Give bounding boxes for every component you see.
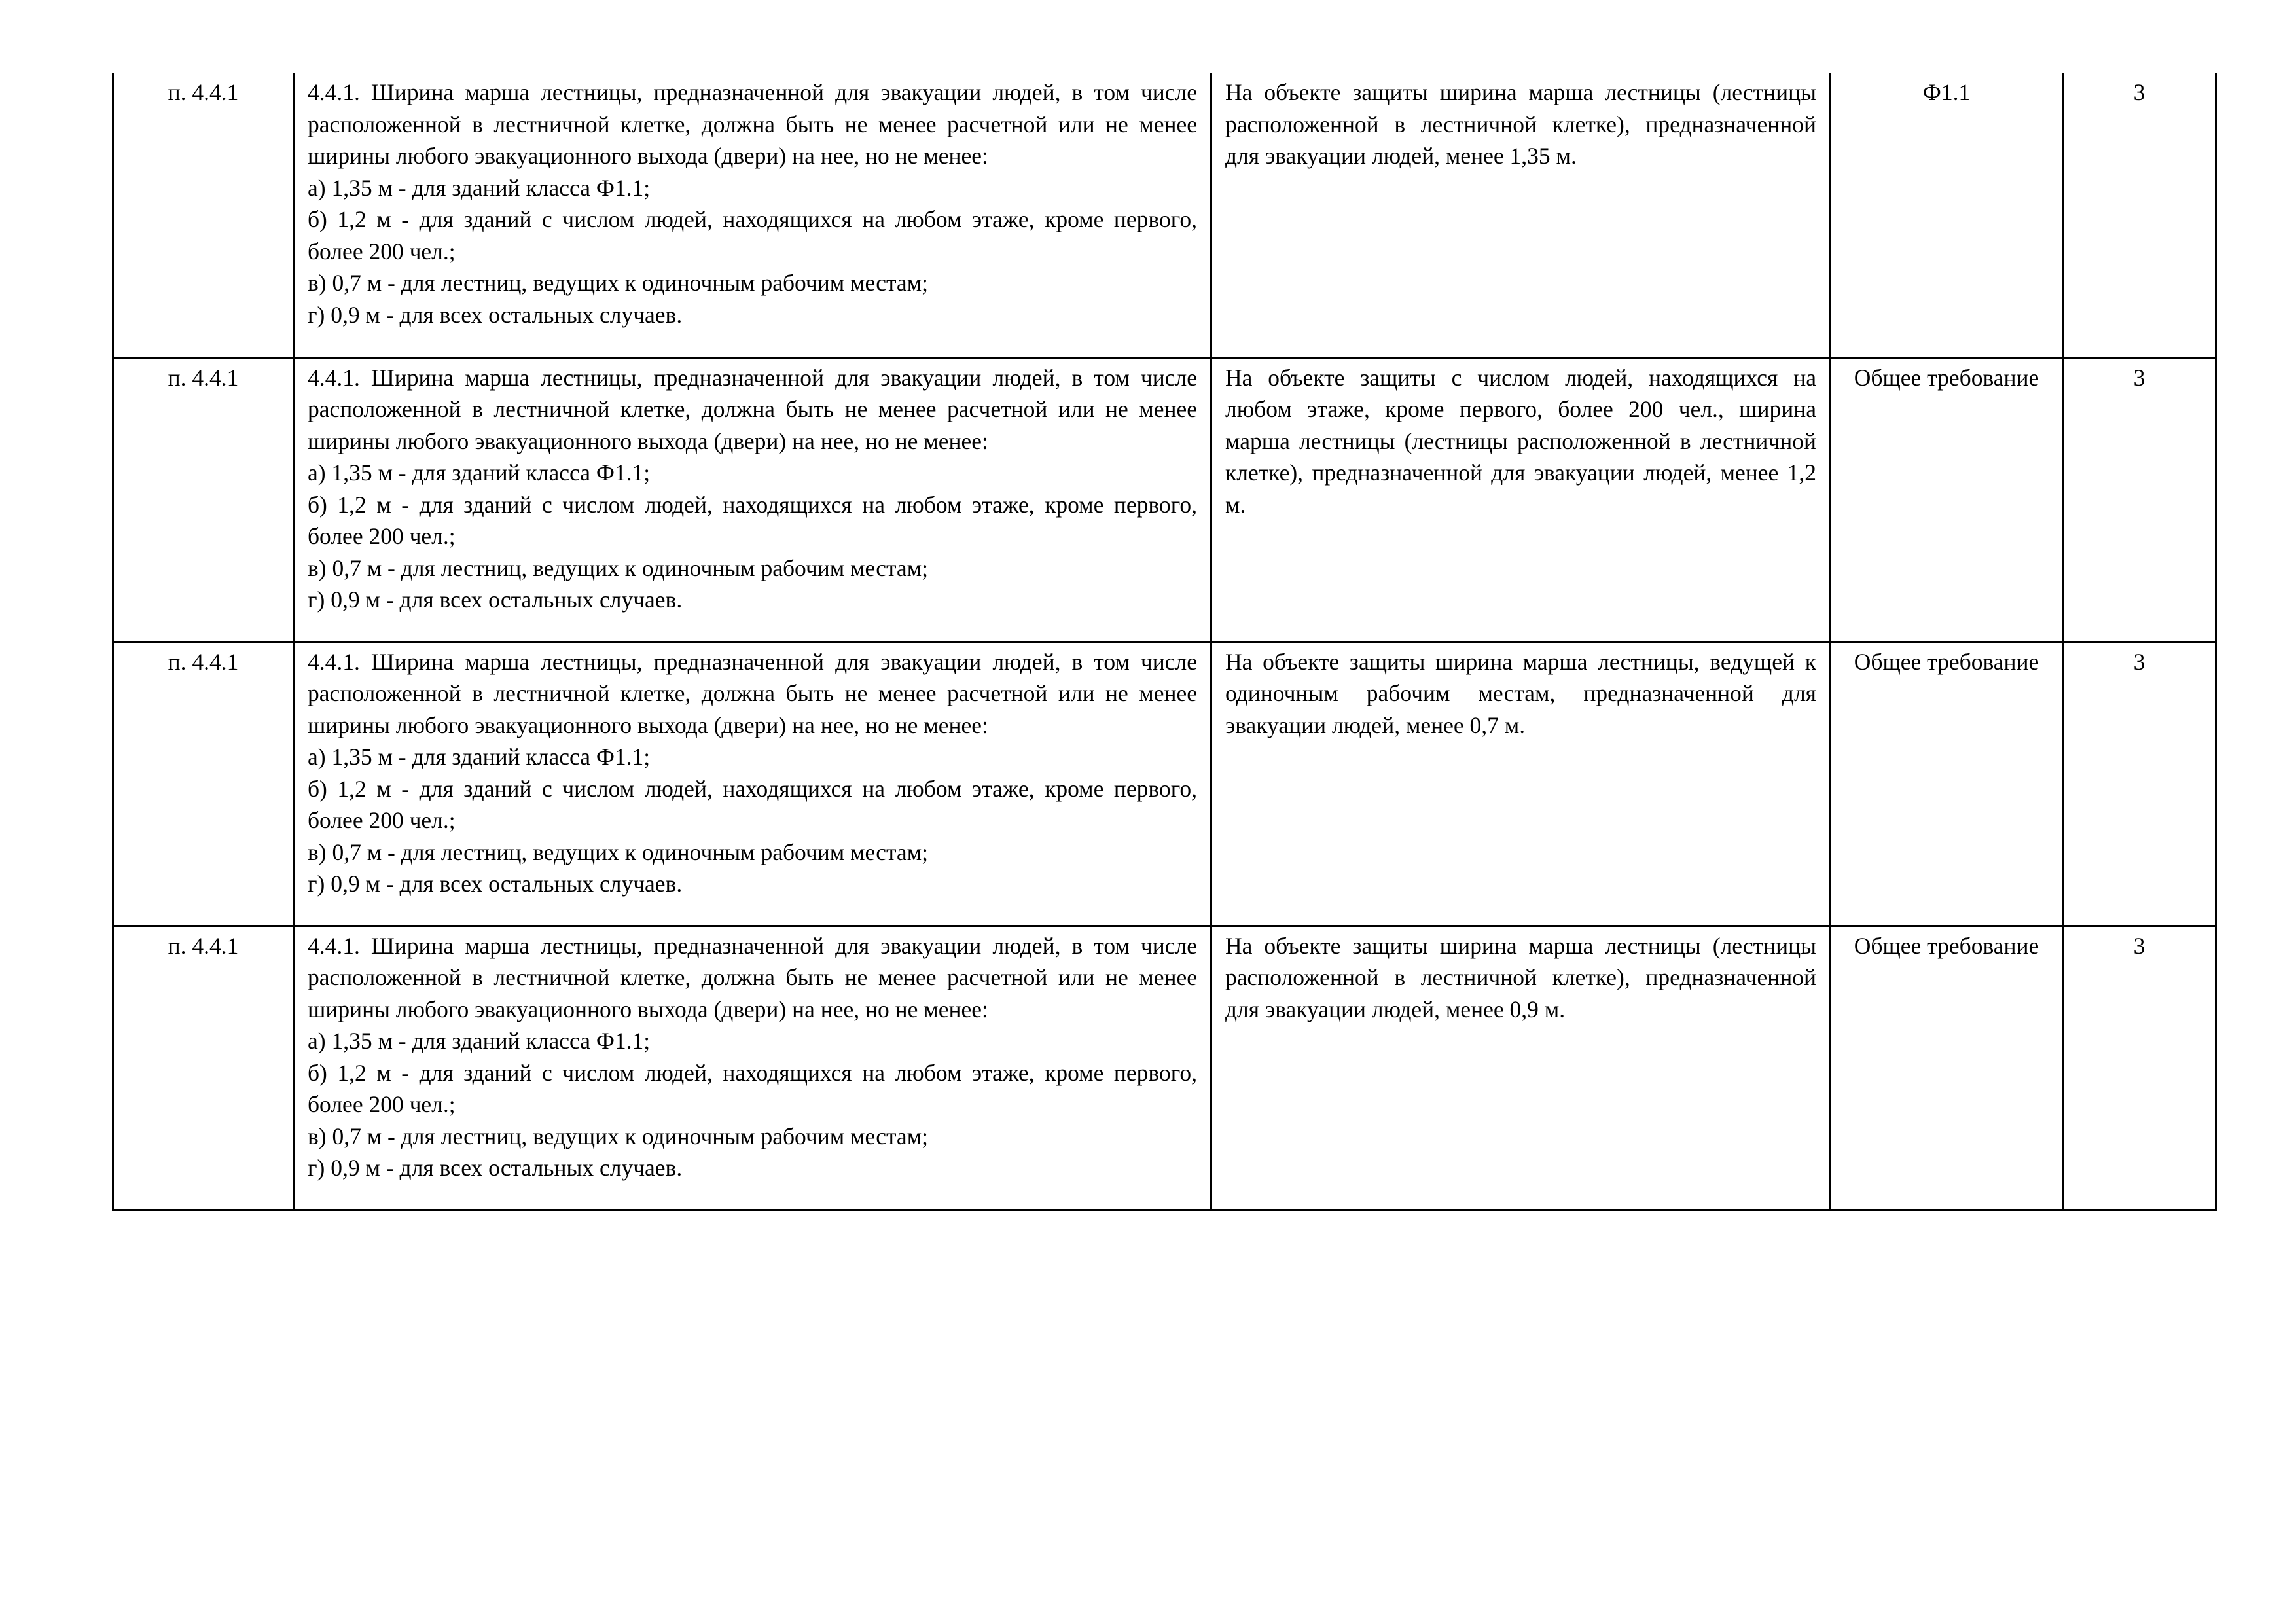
norm-reference: п. 4.4.1 bbox=[113, 357, 294, 641]
building-class: Общее требование bbox=[1831, 357, 2063, 641]
building-class: Общее требование bbox=[1831, 641, 2063, 926]
requirement-text bbox=[294, 73, 1211, 357]
severity-category: 3 bbox=[2063, 926, 2216, 1210]
severity-category: 3 bbox=[2063, 73, 2216, 357]
requirement-item-g: г) 0,9 м - для всех остальных случаев. bbox=[308, 586, 683, 613]
requirement-item-b: б) 1,2 м - для зданий с числом людей, находящихся на любом этаже, кроме первого, более 200 чел.; bbox=[308, 1059, 1197, 1117]
table-row bbox=[113, 357, 2216, 641]
requirement-text bbox=[294, 926, 1211, 1210]
norm-reference: п. 4.4.1 bbox=[113, 926, 294, 1210]
violation-description bbox=[1211, 357, 1831, 641]
violation-text: На объекте защиты с числом людей, находящихся на любом этаже, кроме первого, более 200 чел., ширина марша лестницы (лестницы расположенной в лестничной клетке), предназначенной для эвакуации людей, менее 1,2 м. bbox=[1225, 364, 1816, 518]
violation-text: На объекте защиты ширина марша лестницы, ведущей к одиночным рабочим местам, предназначенной для эвакуации людей, менее 0,7 м. bbox=[1225, 648, 1816, 738]
requirement-item-v: в) 0,7 м - для лестниц, ведущих к одиночным рабочим местам; bbox=[308, 554, 928, 581]
requirements-table bbox=[112, 73, 2217, 1211]
norm-reference: п. 4.4.1 bbox=[113, 73, 294, 357]
building-class: Общее требование bbox=[1831, 926, 2063, 1210]
violation-description bbox=[1211, 641, 1831, 926]
requirement-intro: 4.4.1. Ширина марша лестницы, предназначенной для эвакуации людей, в том числе расположенной в лестничной клетке, должна быть не менее расчетной или не менее ширины любого эвакуационного выхода (двери) на нее, но не менее: bbox=[308, 79, 1197, 169]
requirement-intro: 4.4.1. Ширина марша лестницы, предназначенной для эвакуации людей, в том числе расположенной в лестничной клетке, должна быть не менее расчетной или не менее ширины любого эвакуационного выхода (двери) на нее, но не менее: bbox=[308, 932, 1197, 1022]
requirement-item-g: г) 0,9 м - для всех остальных случаев. bbox=[308, 871, 683, 897]
requirement-item-b: б) 1,2 м - для зданий с числом людей, находящихся на любом этаже, кроме первого, более 200 чел.; bbox=[308, 775, 1197, 833]
requirement-intro: 4.4.1. Ширина марша лестницы, предназначенной для эвакуации людей, в том числе расположенной в лестничной клетке, должна быть не менее расчетной или не менее ширины любого эвакуационного выхода (двери) на нее, но не менее: bbox=[308, 648, 1197, 738]
requirement-intro: 4.4.1. Ширина марша лестницы, предназначенной для эвакуации людей, в том числе расположенной в лестничной клетке, должна быть не менее расчетной или не менее ширины любого эвакуационного выхода (двери) на нее, но не менее: bbox=[308, 364, 1197, 454]
requirement-item-g: г) 0,9 м - для всех остальных случаев. bbox=[308, 301, 683, 328]
violation-description bbox=[1211, 926, 1831, 1210]
norm-reference: п. 4.4.1 bbox=[113, 641, 294, 926]
violation-description bbox=[1211, 73, 1831, 357]
requirement-item-a: а) 1,35 м - для зданий класса Ф1.1; bbox=[308, 174, 651, 201]
requirement-item-b: б) 1,2 м - для зданий с числом людей, находящихся на любом этаже, кроме первого, более 200 чел.; bbox=[308, 206, 1197, 264]
requirement-item-v: в) 0,7 м - для лестниц, ведущих к одиночным рабочим местам; bbox=[308, 839, 928, 865]
requirement-item-a: а) 1,35 м - для зданий класса Ф1.1; bbox=[308, 460, 651, 486]
severity-category: 3 bbox=[2063, 357, 2216, 641]
violation-text: На объекте защиты ширина марша лестницы (лестницы расположенной в лестничной клетке), предназначенной для эвакуации людей, менее 1,35 м. bbox=[1225, 79, 1816, 169]
requirement-item-g: г) 0,9 м - для всех остальных случаев. bbox=[308, 1155, 683, 1181]
table-row bbox=[113, 641, 2216, 926]
requirement-item-b: б) 1,2 м - для зданий с числом людей, находящихся на любом этаже, кроме первого, более 200 чел.; bbox=[308, 491, 1197, 549]
table-row bbox=[113, 926, 2216, 1210]
requirement-item-a: а) 1,35 м - для зданий класса Ф1.1; bbox=[308, 1028, 651, 1054]
document-page bbox=[112, 73, 2215, 1211]
building-class: Ф1.1 bbox=[1831, 73, 2063, 357]
requirement-text bbox=[294, 357, 1211, 641]
table-row bbox=[113, 73, 2216, 357]
requirement-item-v: в) 0,7 м - для лестниц, ведущих к одиночным рабочим местам; bbox=[308, 270, 928, 296]
requirement-item-v: в) 0,7 м - для лестниц, ведущих к одиночным рабочим местам; bbox=[308, 1123, 928, 1149]
requirement-text bbox=[294, 641, 1211, 926]
severity-category: 3 bbox=[2063, 641, 2216, 926]
violation-text: На объекте защиты ширина марша лестницы (лестницы расположенной в лестничной клетке), предназначенной для эвакуации людей, менее 0,9 м. bbox=[1225, 932, 1816, 1022]
requirement-item-a: а) 1,35 м - для зданий класса Ф1.1; bbox=[308, 744, 651, 770]
